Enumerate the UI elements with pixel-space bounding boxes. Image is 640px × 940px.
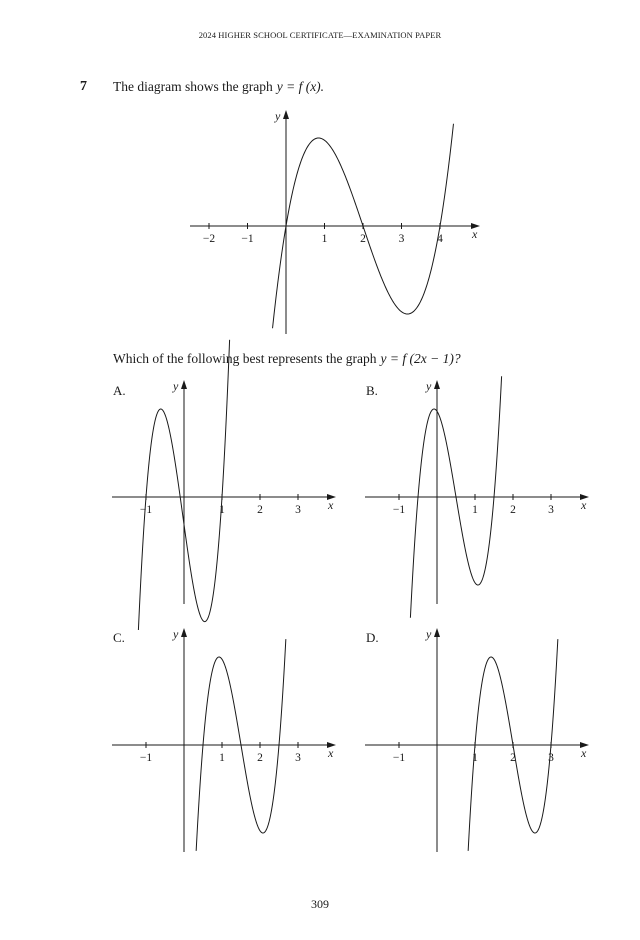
option-a-graph — [112, 378, 347, 608]
x-tick-label: 2 — [510, 752, 516, 764]
y-axis-arrow — [283, 110, 289, 119]
y-axis-arrow — [434, 380, 440, 389]
question-intro-formula: y = f (x). — [276, 79, 325, 94]
x-axis-label: x — [328, 746, 334, 760]
x-tick-label: −1 — [392, 504, 406, 516]
x-tick-label: 3 — [295, 504, 301, 516]
y-axis-arrow — [434, 628, 440, 637]
x-tick-label: 1 — [321, 233, 328, 245]
x-tick-label: 2 — [360, 233, 366, 245]
option-d-graph — [365, 626, 600, 856]
question-intro — [113, 79, 324, 95]
y-axis-label: y — [173, 627, 179, 641]
x-tick-label: 3 — [398, 233, 405, 245]
x-tick-label: 1 — [219, 504, 225, 516]
x-tick-label: 4 — [437, 233, 443, 245]
y-axis-arrow — [181, 380, 187, 389]
x-axis-label: x — [328, 498, 334, 512]
option-a-label: A. — [113, 383, 126, 398]
y-axis-label: y — [426, 627, 432, 641]
x-tick-label: 2 — [257, 504, 263, 516]
exam-header: 2024 HIGHER SCHOOL CERTIFICATE—EXAMINATION PAPER — [198, 30, 442, 40]
y-axis-label: y — [275, 109, 281, 123]
x-axis-label: x — [581, 746, 587, 760]
x-tick-label: 2 — [510, 504, 516, 516]
question-intro-text: The diagram shows the graph — [113, 79, 273, 94]
x-tick-label: 1 — [472, 504, 478, 516]
x-tick-label: 1 — [472, 752, 478, 764]
x-tick-label: −1 — [139, 504, 153, 516]
question-prompt-text: Which of the following best represents the graph — [113, 351, 377, 366]
option-c-label: C. — [113, 630, 125, 645]
option-b-label: B. — [366, 383, 378, 398]
x-tick-label: 3 — [295, 752, 301, 764]
x-axis-label: x — [581, 498, 587, 512]
y-axis-label: y — [173, 379, 179, 393]
x-axis-label: x — [472, 227, 478, 241]
x-tick-label: −2 — [202, 233, 216, 245]
y-axis-arrow — [181, 628, 187, 637]
x-tick-label: −1 — [139, 752, 153, 764]
main-graph — [190, 108, 490, 338]
x-tick-label: 3 — [548, 504, 554, 516]
question-prompt — [113, 351, 461, 367]
x-tick-label: 3 — [548, 752, 554, 764]
x-tick-label: 2 — [257, 752, 263, 764]
option-c-graph — [112, 626, 347, 856]
x-tick-label: −1 — [392, 752, 406, 764]
option-b-graph — [365, 378, 600, 608]
x-tick-label: 1 — [219, 752, 225, 764]
question-number: 7 — [80, 79, 87, 94]
option-d-label: D. — [366, 630, 379, 645]
y-axis-label: y — [426, 379, 432, 393]
question-prompt-formula: y = f (2x − 1)? — [380, 351, 461, 366]
x-tick-label: −1 — [241, 233, 254, 245]
page-number: 309 — [311, 897, 329, 911]
